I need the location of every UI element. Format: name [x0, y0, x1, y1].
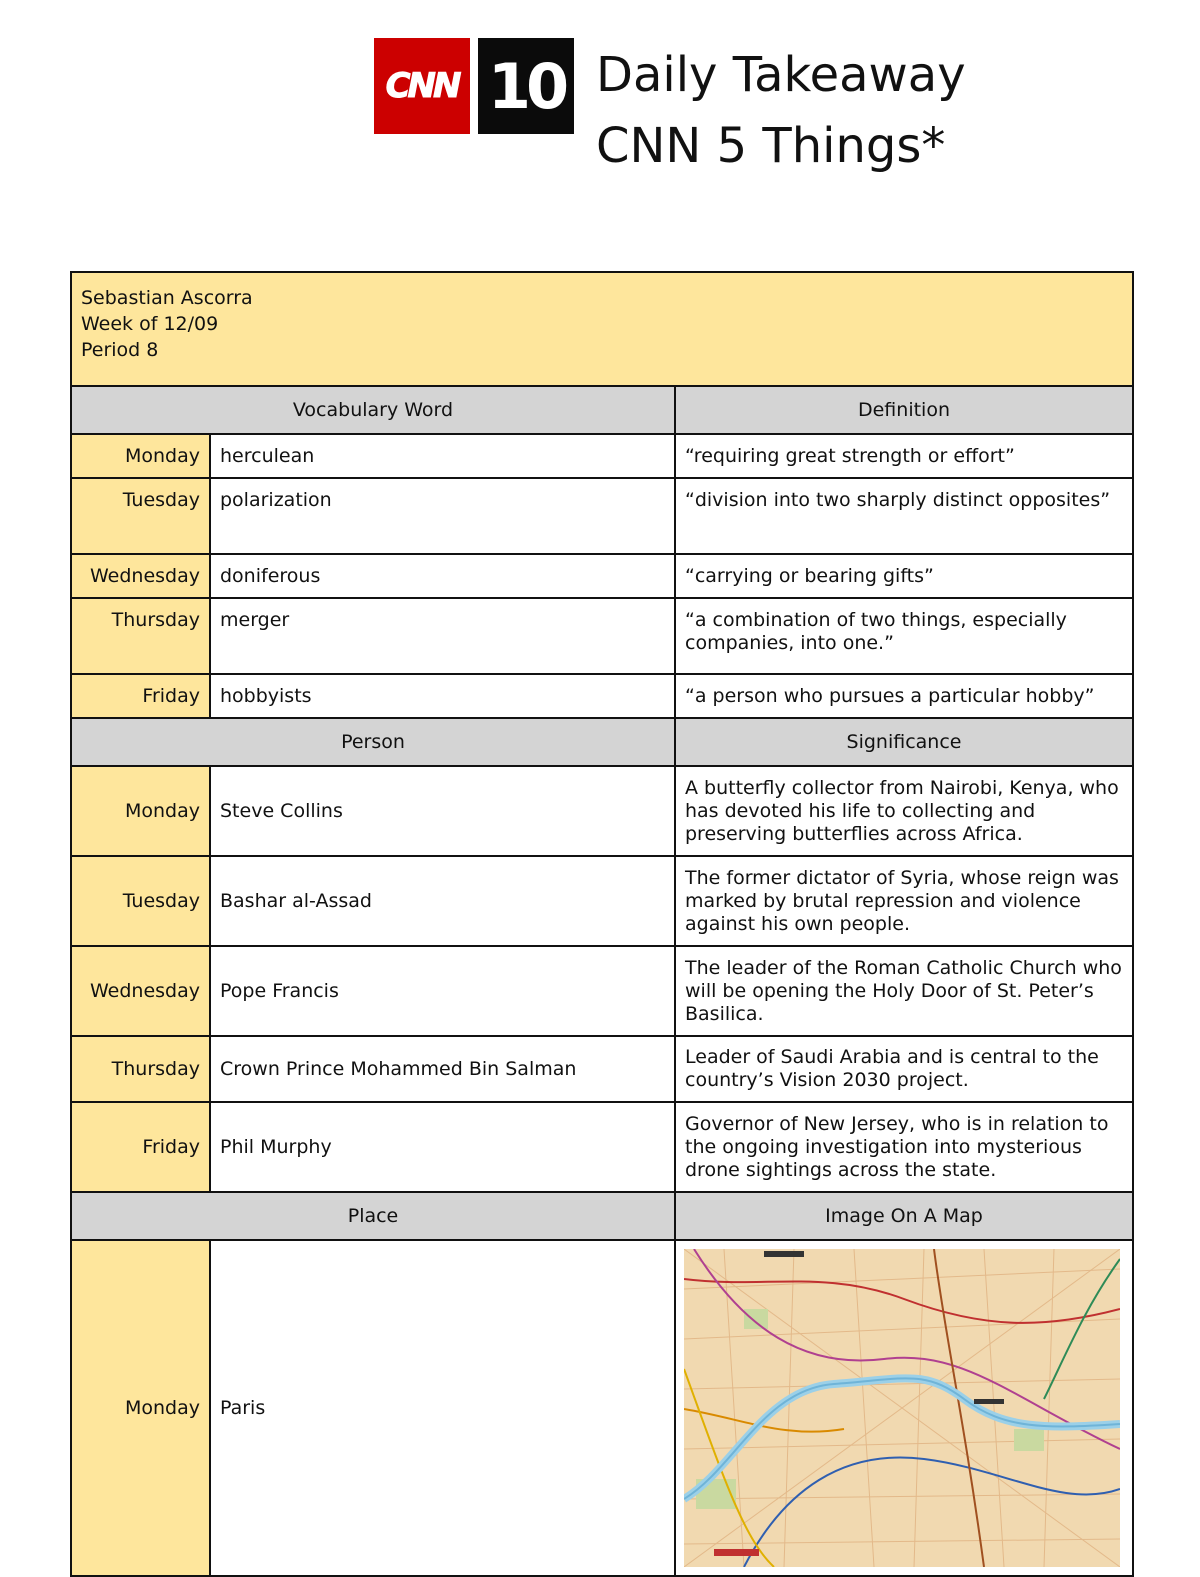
title-line-2: CNN 5 Things*: [596, 118, 946, 174]
vocab-row: [71, 674, 1133, 718]
page-title: [596, 40, 966, 182]
place-header: Place: [71, 1192, 675, 1240]
person-header: Person: [71, 718, 675, 766]
student-info: [71, 272, 1133, 386]
vocab-definition: “requiring great strength or effort”: [675, 434, 1133, 478]
person-significance: A butterfly collector from Nairobi, Kenya, who has devoted his life to collecting and preserving butterflies across Africa.: [675, 766, 1133, 856]
person-row: [71, 1036, 1133, 1102]
map-cell: [675, 1240, 1133, 1576]
person-name: Pope Francis: [210, 946, 675, 1036]
map-image-header: Image On A Map: [675, 1192, 1133, 1240]
cnn10-logo-text: 10: [487, 49, 565, 123]
day-label: Friday: [71, 1102, 210, 1192]
title-line-1: Daily Takeaway: [596, 47, 966, 103]
place-name: Paris: [210, 1240, 675, 1576]
person-row: [71, 946, 1133, 1036]
day-label: Tuesday: [71, 478, 210, 554]
day-label: Tuesday: [71, 856, 210, 946]
vocab-row: [71, 434, 1133, 478]
vocab-word-header: Vocabulary Word: [71, 386, 675, 434]
day-label: Wednesday: [71, 554, 210, 598]
vocab-row: [71, 598, 1133, 674]
person-name: Phil Murphy: [210, 1102, 675, 1192]
cnn-logo: [374, 38, 470, 134]
significance-header: Significance: [675, 718, 1133, 766]
place-row: [71, 1240, 1133, 1576]
paris-map-image: [684, 1249, 1120, 1567]
vocab-row: [71, 478, 1133, 554]
day-label: Wednesday: [71, 946, 210, 1036]
vocab-row: [71, 554, 1133, 598]
person-significance: The leader of the Roman Catholic Church who will be opening the Holy Door of St. Peter’s Basilica.: [675, 946, 1133, 1036]
day-label: Thursday: [71, 1036, 210, 1102]
definition-header: Definition: [675, 386, 1133, 434]
person-name: Bashar al-Assad: [210, 856, 675, 946]
vocab-word: polarization: [210, 478, 675, 554]
person-significance: Leader of Saudi Arabia and is central to the country’s Vision 2030 project.: [675, 1036, 1133, 1102]
person-significance: Governor of New Jersey, who is in relation to the ongoing investigation into mysterious drone sightings across the state.: [675, 1102, 1133, 1192]
day-label: Friday: [71, 674, 210, 718]
day-label: Thursday: [71, 598, 210, 674]
person-row: [71, 1102, 1133, 1192]
vocab-definition: “a person who pursues a particular hobby”: [675, 674, 1133, 718]
day-label: Monday: [71, 434, 210, 478]
day-label: Monday: [71, 766, 210, 856]
takeaway-table: [70, 271, 1134, 1577]
student-period: Period 8: [81, 339, 159, 361]
person-row: [71, 766, 1133, 856]
cnn-logo-text: CNN: [385, 66, 459, 106]
person-name: Crown Prince Mohammed Bin Salman: [210, 1036, 675, 1102]
vocab-definition: “carrying or bearing gifts”: [675, 554, 1133, 598]
vocab-word: herculean: [210, 434, 675, 478]
vocab-word: hobbyists: [210, 674, 675, 718]
vocab-definition: “division into two sharply distinct opposites”: [675, 478, 1133, 554]
vocab-word: merger: [210, 598, 675, 674]
cnn10-logo: [478, 38, 574, 134]
student-name: Sebastian Ascorra: [81, 287, 253, 309]
person-significance: The former dictator of Syria, whose reign was marked by brutal repression and violence against his own people.: [675, 856, 1133, 946]
day-label: Monday: [71, 1240, 210, 1576]
vocab-definition: “a combination of two things, especially companies, into one.”: [675, 598, 1133, 674]
person-name: Steve Collins: [210, 766, 675, 856]
person-row: [71, 856, 1133, 946]
vocab-word: doniferous: [210, 554, 675, 598]
student-week: Week of 12/09: [81, 313, 219, 335]
